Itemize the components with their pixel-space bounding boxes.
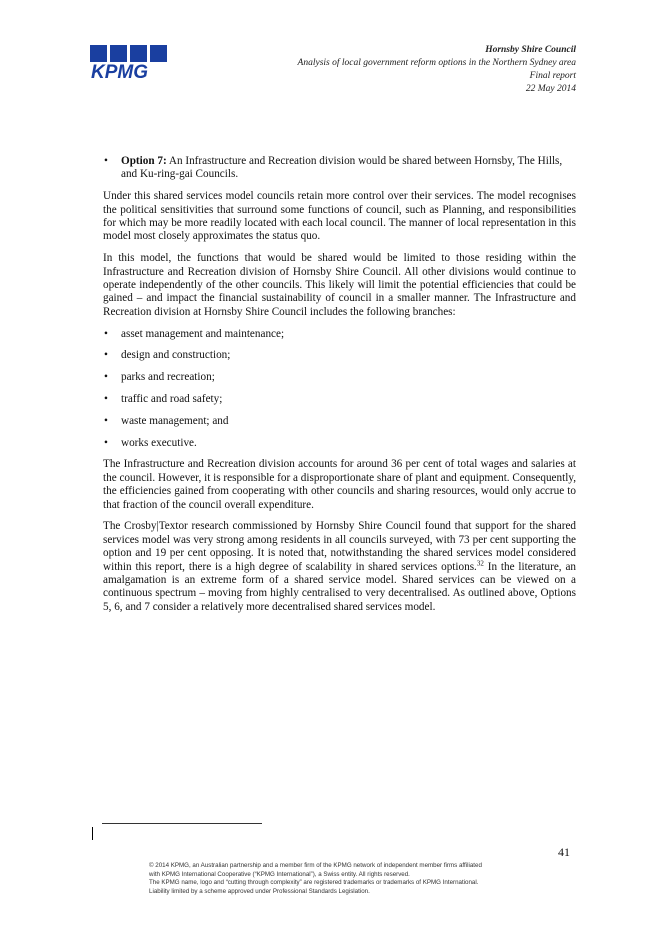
list-item-text: works executive.: [121, 436, 197, 449]
page-header: [298, 44, 576, 96]
list-item: [103, 371, 576, 384]
bullet-icon: •: [104, 371, 108, 384]
footer-line: Liability limited by a scheme approved under Professional Standards Legislation.: [149, 887, 370, 895]
bullet-icon: •: [104, 349, 108, 362]
page-footer: [149, 862, 529, 896]
paragraph-1: Under this shared services model councils retain more control over their services. The model recognises the political sensitivities that surround some functions of council, such as Planning, and responsibilities for which may be more readily located with each local council. The manner of local representation in this model most closely approximates the status quo.: [103, 190, 576, 243]
header-date: 22 May 2014: [525, 84, 576, 94]
bullet-icon: •: [104, 327, 108, 340]
paragraph-2: In this model, the functions that would be shared would be limited to those residing within the Infrastructure and Recreation division of Hornsby Shire Council. All other divisions would continue to operate independently of the other councils. This likely will limit the potential efficiencies that could be gained – and impact the financial sustainability of council in a smaller manner. The Infrastructure and Recreation division at Hornsby Shire Council includes the following branches:: [103, 252, 576, 318]
footer-line: with KPMG International Cooperative (“KPMG International”), a Swiss entity. All rights reserved.: [149, 870, 410, 878]
paragraph-4-end: In the literature, an amalgamation is an extreme form of a shared service model. Shared services can be viewed on a continuous spectrum – moving from highly centralised to very decentralised. As outlined above, Options 5, 6, and 7 consider a relatively more decentralised shared services model.: [103, 560, 576, 613]
bullet-icon: •: [104, 155, 108, 167]
list-item: [103, 328, 576, 341]
paragraph-4-start: The Crosby|Textor research commissioned by Hornsby Shire Council found that support for the shared services model was very strong among residents in all councils surveyed, with 73 per cent supporting the option and 19 per cent opposing. It is noted that, notwithstanding the shared services model considered within this report, there is a high degree of scalability in shared services options.: [103, 520, 576, 573]
page-number: 41: [558, 845, 570, 859]
margin-bar: [92, 827, 93, 840]
list-item: [103, 393, 576, 406]
main-content: [103, 155, 576, 623]
list-item-text: parks and recreation;: [121, 371, 215, 384]
header-title: Analysis of local government reform options in the Northern Sydney area: [297, 58, 576, 68]
option-label: Option 7:: [121, 155, 167, 167]
bullet-icon: •: [104, 393, 108, 406]
footnote-divider: [102, 823, 262, 824]
list-item-text: waste management; and: [121, 414, 229, 427]
header-org: Hornsby Shire Council: [485, 45, 576, 55]
list-item: [103, 349, 576, 362]
footnote-ref[interactable]: 32: [476, 558, 484, 567]
bullet-icon: •: [104, 414, 108, 427]
option-text: An Infrastructure and Recreation division would be shared between Hornsby, The Hills, and Ku-ring-gai Councils.: [121, 155, 563, 181]
list-item: [103, 415, 576, 428]
list-item: [103, 437, 576, 450]
footer-line: The KPMG name, logo and “cutting through complexity” are registered trademarks or trademarks of KPMG International.: [149, 879, 479, 887]
list-item-text: traffic and road safety;: [121, 393, 223, 406]
list-item-text: asset management and maintenance;: [121, 327, 285, 340]
svg-text:KPMG: KPMG: [91, 62, 148, 82]
paragraph-4: [103, 520, 576, 614]
header-subtitle: Final report: [529, 71, 576, 81]
option-bullet: [103, 155, 576, 182]
paragraph-3: The Infrastructure and Recreation division accounts for around 36 per cent of total wages and salaries at the council. However, it is responsible for a disproportionate share of plant and equipment. Consequently, the efficiencies gained from cooperating with other councils and sharing resources, would only accrue to that fraction of the council overall expenditure.: [103, 458, 576, 511]
list-item-text: design and construction;: [121, 349, 231, 362]
footer-line: © 2014 KPMG, an Australian partnership and a member firm of the KPMG network of independent member firms affiliated: [149, 862, 482, 869]
kpmg-logo: [88, 44, 174, 82]
bullet-icon: •: [104, 436, 108, 449]
